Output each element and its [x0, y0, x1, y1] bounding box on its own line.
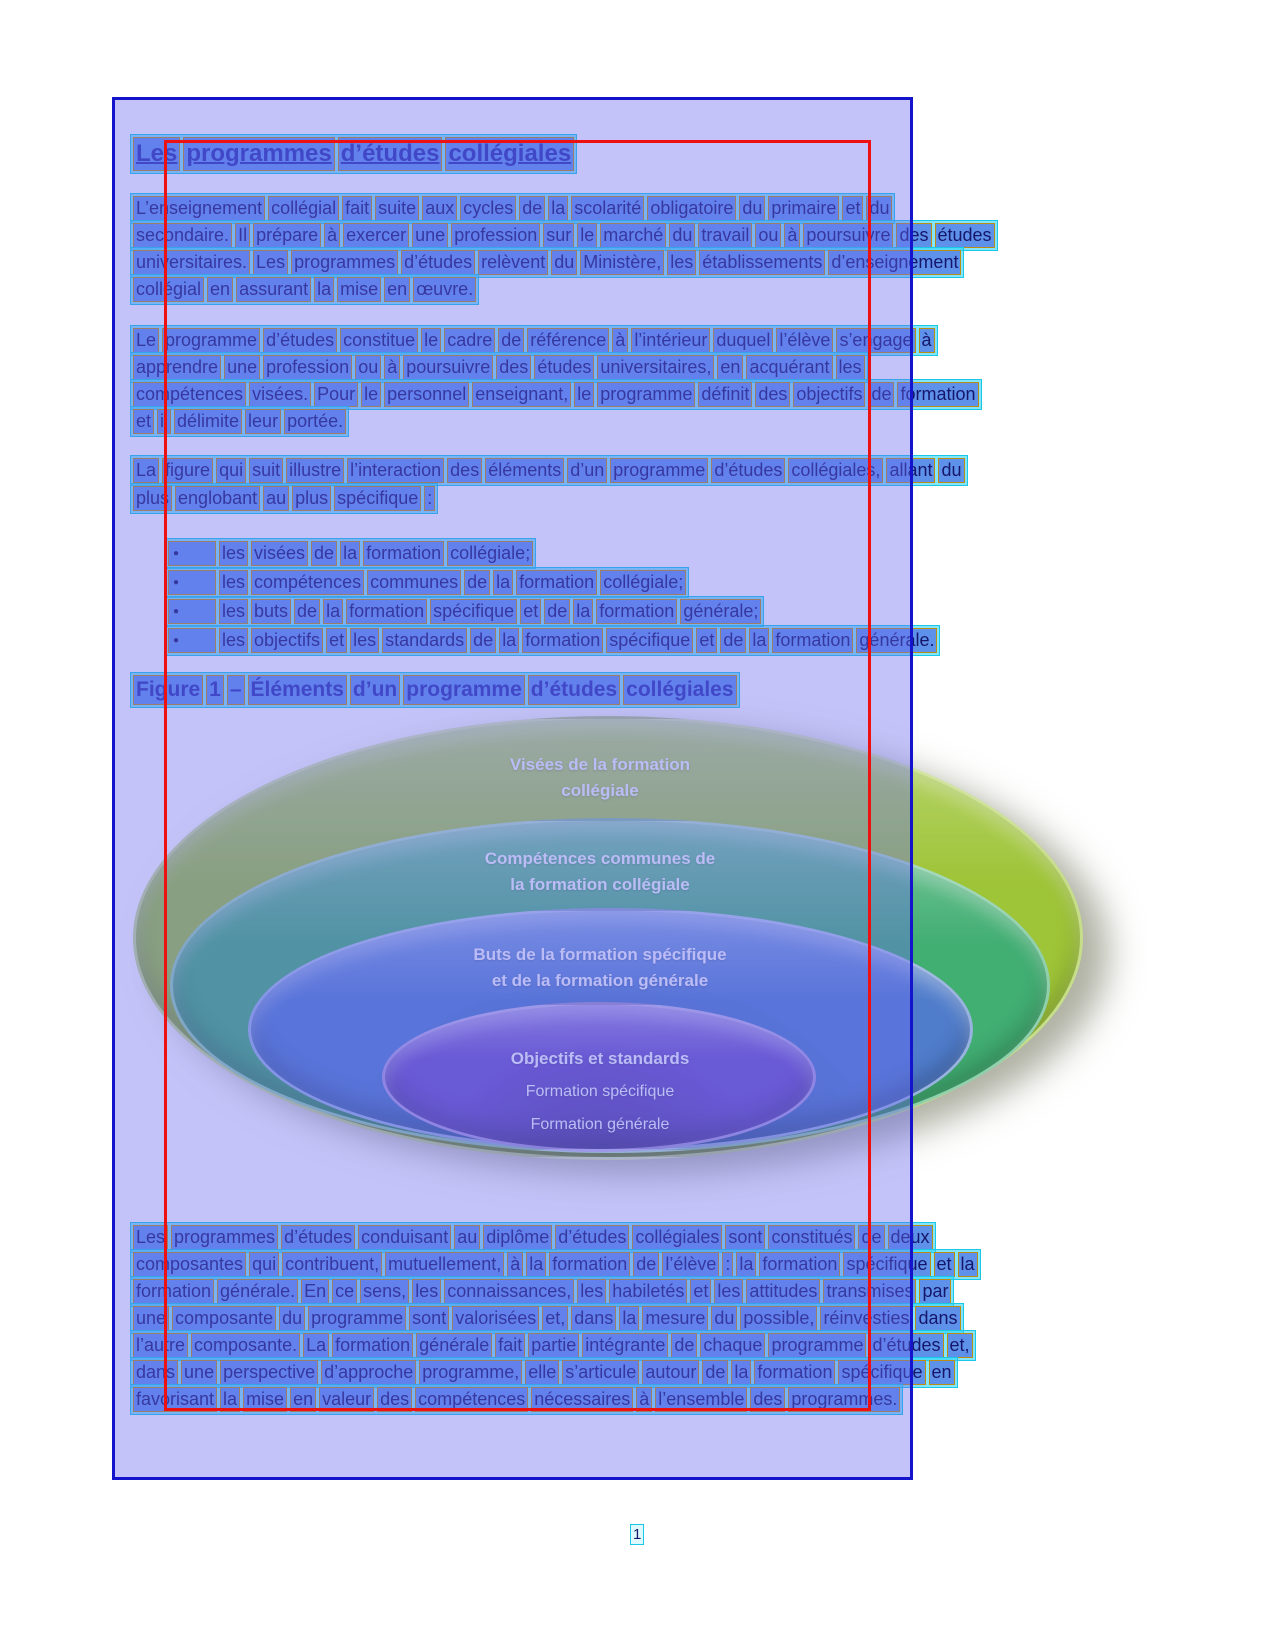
word-box: figure [162, 458, 213, 483]
word-box: sont [409, 1306, 449, 1331]
word-box: la [493, 570, 513, 595]
word-box: ou [355, 355, 381, 380]
word-box: portée. [284, 409, 346, 434]
word-box: contribuent, [282, 1252, 382, 1277]
word-box: d’études [401, 250, 475, 275]
word-box: visées. [249, 382, 311, 407]
word-box: générale [416, 1333, 492, 1358]
word-box: suit [249, 458, 283, 483]
body-line [130, 455, 968, 486]
word-box: s’engage [836, 328, 915, 353]
word-box: deux [888, 1225, 933, 1250]
word-box: l’élève [776, 328, 833, 353]
word-box: programme [610, 458, 708, 483]
word-box: programme [308, 1306, 406, 1331]
word-box: formation [897, 382, 978, 407]
word-box: éléments [485, 458, 564, 483]
word-box: collégial [268, 196, 339, 221]
word-box: obligatoire [647, 196, 736, 221]
word-box: Les [133, 1225, 168, 1250]
word-box: l’ensemble [655, 1387, 747, 1412]
page-number: 1 [630, 1524, 644, 1545]
word-box: fait [342, 196, 372, 221]
word-box: communes [367, 570, 461, 595]
word-box: compétences [415, 1387, 528, 1412]
word-box: les [219, 628, 248, 653]
word-box: à [919, 328, 935, 353]
word-box: constitués [768, 1225, 855, 1250]
word-box: la [220, 1387, 240, 1412]
word-box: des [377, 1387, 412, 1412]
word-box: de [294, 599, 320, 624]
word-box: spécifique [843, 1252, 930, 1277]
word-box: les [219, 599, 248, 624]
figure-nested-ellipses [133, 716, 1083, 1164]
figure-sublabel-line: Formation générale [530, 1116, 670, 1133]
word-box: de [544, 599, 570, 624]
word-box: d’enseignement [828, 250, 961, 275]
word-box: de [311, 541, 337, 566]
word-box: générale; [680, 599, 761, 624]
word-box: la [314, 277, 334, 302]
figure-label-line: Visées de la formation [509, 755, 691, 774]
word-box: profession [263, 355, 352, 380]
word-box: profession [451, 223, 540, 248]
figure-label-competences [400, 846, 800, 898]
word-box: intégrante [582, 1333, 668, 1358]
body-line [130, 483, 438, 514]
word-box: connaissances, [444, 1279, 574, 1304]
bullet-line [165, 567, 689, 598]
word-box: Les [133, 137, 180, 171]
word-box: Les [253, 250, 288, 275]
word-box: objectifs [793, 382, 865, 407]
figure-label-line: Compétences communes de [484, 849, 716, 868]
word-box: l’élève [662, 1252, 719, 1277]
word-box: illustre [286, 458, 344, 483]
word-box: habiletés [609, 1279, 687, 1304]
word-box: les [219, 570, 248, 595]
bullet-line [165, 596, 764, 627]
word-box: programme [768, 1333, 866, 1358]
word-box: sur [543, 223, 574, 248]
word-box: visées [251, 541, 308, 566]
word-box: programmes [291, 250, 398, 275]
figure-label-line: collégiale [561, 781, 639, 800]
word-box: les [219, 541, 248, 566]
word-box: enseignant, [472, 382, 571, 407]
word-box: dans [133, 1360, 178, 1385]
word-box: partie [528, 1333, 579, 1358]
body-line [130, 274, 479, 305]
word-box: du [551, 250, 577, 275]
word-box: scolarité [571, 196, 644, 221]
word-box: en [929, 1360, 955, 1385]
word-box: la [573, 599, 593, 624]
word-box: et [520, 599, 541, 624]
word-box: transmises [823, 1279, 916, 1304]
word-box: englobant [175, 486, 260, 511]
word-box: des [750, 1387, 785, 1412]
word-box: et [690, 1279, 711, 1304]
word-box: formation [549, 1252, 630, 1277]
figure-sublabel-line: Formation spécifique [525, 1083, 675, 1100]
word-box: mesure [642, 1306, 708, 1331]
word-box: Ministère, [580, 250, 664, 275]
body-line [130, 406, 349, 437]
word-box: et [326, 628, 347, 653]
bullet-line [165, 625, 940, 656]
word-box: et [934, 1252, 955, 1277]
word-box: : [722, 1252, 733, 1277]
figure-label-line: et de la formation générale [491, 971, 709, 990]
word-box: l’interaction [347, 458, 444, 483]
word-box: dans [915, 1306, 960, 1331]
word-box: à [636, 1387, 652, 1412]
word-box: du [866, 196, 892, 221]
word-box: de [858, 1225, 884, 1250]
word-box: personnel [384, 382, 469, 407]
word-box: attitudes [746, 1279, 820, 1304]
word-box: les [714, 1279, 743, 1304]
heading-line [130, 672, 740, 708]
word-box: universitaires. [133, 250, 250, 275]
word-box: prépare [253, 223, 321, 248]
word-box: la [499, 628, 519, 653]
word-box: acquérant [746, 355, 832, 380]
word-box: à [384, 355, 400, 380]
word-box: formation [772, 628, 853, 653]
word-box: perspective [220, 1360, 318, 1385]
word-box: en [207, 277, 233, 302]
word-box: études [935, 223, 995, 248]
word-box: d’études [263, 328, 337, 353]
word-box: du [669, 223, 695, 248]
word-box: formation [133, 1279, 214, 1304]
word-box: d’études [281, 1225, 355, 1250]
word-box: mise [337, 277, 381, 302]
word-box: le [577, 223, 597, 248]
word-box: La [133, 458, 159, 483]
word-box: générale. [856, 628, 937, 653]
word-box: programmes [171, 1225, 278, 1250]
word-box: du [279, 1306, 305, 1331]
word-box: du [711, 1306, 737, 1331]
word-box: allant [886, 458, 935, 483]
word-box: composante. [191, 1333, 300, 1358]
word-box: du [938, 458, 964, 483]
word-box: des [896, 223, 931, 248]
word-box: conduisant [358, 1225, 451, 1250]
word-box: de [702, 1360, 728, 1385]
word-box: : [424, 486, 435, 511]
word-box: la [731, 1360, 751, 1385]
word-box: et [696, 628, 717, 653]
word-box: au [263, 486, 289, 511]
word-box: programme, [419, 1360, 522, 1385]
word-box: spécifique [430, 599, 517, 624]
word-box: des [496, 355, 531, 380]
word-box: et, [542, 1306, 568, 1331]
word-box: en [290, 1387, 316, 1412]
word-box: fait [495, 1333, 525, 1358]
word-box: la [340, 541, 360, 566]
word-box: les [350, 628, 379, 653]
word-box: une [181, 1360, 217, 1385]
word-box: Le [133, 328, 159, 353]
word-box: et [842, 196, 863, 221]
title-line [130, 134, 577, 174]
word-box: par [919, 1279, 951, 1304]
word-box: programme [403, 675, 525, 705]
word-box: en [384, 277, 410, 302]
word-box: et, [947, 1333, 973, 1358]
word-box: buts [251, 599, 291, 624]
word-box: secondaire. [133, 223, 232, 248]
word-box: constitue [340, 328, 418, 353]
word-box: qui [249, 1252, 279, 1277]
word-box: collégiales [445, 137, 574, 171]
word-box: le [574, 382, 594, 407]
word-box: compétences [251, 570, 364, 595]
word-box: Il [235, 223, 250, 248]
word-box: de [519, 196, 545, 221]
word-box: ce [332, 1279, 357, 1304]
word-box: collégiales, [788, 458, 883, 483]
word-box: la [323, 599, 343, 624]
word-box: au [454, 1225, 480, 1250]
word-box: programme [597, 382, 695, 407]
word-box: – [227, 675, 245, 705]
word-box: à [324, 223, 340, 248]
word-box: apprendre [133, 355, 221, 380]
word-box: l’intérieur [631, 328, 710, 353]
word-box: définit [698, 382, 752, 407]
word-box: mise [243, 1387, 287, 1412]
word-box: une [412, 223, 448, 248]
word-box: établissements [699, 250, 825, 275]
bullet-marker: ● [168, 541, 216, 566]
word-box: la [548, 196, 568, 221]
word-box: favorisant [133, 1387, 217, 1412]
word-box: d’études [528, 675, 620, 705]
word-box: chaque [700, 1333, 765, 1358]
word-box: les [577, 1279, 606, 1304]
word-box: spécifique [838, 1360, 925, 1385]
word-box: valorisées [452, 1306, 539, 1331]
word-box: autour [642, 1360, 699, 1385]
word-box: formation [522, 628, 603, 653]
word-box: la [526, 1252, 546, 1277]
word-box: assurant [236, 277, 311, 302]
word-box: ou [755, 223, 781, 248]
word-box: d’études [555, 1225, 629, 1250]
word-box: poursuivre [803, 223, 893, 248]
word-box: à [784, 223, 800, 248]
word-box: 1 [206, 675, 224, 705]
word-box: collégial [133, 277, 204, 302]
word-box: de [868, 382, 894, 407]
word-box: spécifique [334, 486, 421, 511]
word-box: aux [422, 196, 457, 221]
word-box: et [133, 409, 154, 434]
word-box: Pour [314, 382, 358, 407]
word-box: Figure [133, 675, 203, 705]
word-box: Éléments [248, 675, 347, 705]
word-box: plus [133, 486, 172, 511]
word-box: il [157, 409, 171, 434]
word-box: sont [725, 1225, 765, 1250]
word-box: la [958, 1252, 978, 1277]
word-box: les [836, 355, 865, 380]
word-box: En [301, 1279, 329, 1304]
word-box: formation [363, 541, 444, 566]
word-box: qui [216, 458, 246, 483]
word-box: d’études [338, 137, 443, 171]
figure-label-line: Buts de la formation spécifique [473, 945, 727, 964]
word-box: le [421, 328, 441, 353]
bullet-marker: ● [168, 599, 216, 624]
figure-label-buts [400, 942, 800, 994]
word-box: poursuivre [403, 355, 493, 380]
word-box: programmes. [788, 1387, 900, 1412]
word-box: de [720, 628, 746, 653]
word-box: des [755, 382, 790, 407]
word-box: elle [525, 1360, 559, 1385]
word-box: nécessaires [531, 1387, 633, 1412]
word-box: programmes [183, 137, 334, 171]
word-box: générale. [217, 1279, 298, 1304]
word-box: travail [698, 223, 752, 248]
bullet-marker: ● [168, 628, 216, 653]
word-box: réinvesties [820, 1306, 912, 1331]
word-box: d’approche [321, 1360, 416, 1385]
word-box: cycles [460, 196, 516, 221]
word-box: collégiales [623, 675, 736, 705]
word-box: du [739, 196, 765, 221]
word-box: s’articule [562, 1360, 639, 1385]
word-box: primaire [768, 196, 839, 221]
word-box: universitaires, [597, 355, 714, 380]
word-box: d’un [567, 458, 607, 483]
word-box: collégiales [632, 1225, 722, 1250]
word-box: en [717, 355, 743, 380]
word-box: de [464, 570, 490, 595]
word-box: plus [292, 486, 331, 511]
word-box: à [507, 1252, 523, 1277]
word-box: exercer [343, 223, 409, 248]
word-box: composantes [133, 1252, 246, 1277]
word-box: formation [516, 570, 597, 595]
word-box: formation [332, 1333, 413, 1358]
figure-label-line: la formation collégiale [510, 875, 690, 894]
word-box: études [534, 355, 594, 380]
word-box: programme [162, 328, 260, 353]
word-box: relèvent [478, 250, 548, 275]
word-box: de [498, 328, 524, 353]
word-box: dans [571, 1306, 616, 1331]
word-box: L’enseignement [133, 196, 265, 221]
word-box: collégiale; [447, 541, 533, 566]
figure-label-line: Objectifs et standards [510, 1049, 690, 1068]
page-number-line [630, 1524, 644, 1545]
word-box: suite [375, 196, 419, 221]
word-box: cadre [444, 328, 495, 353]
word-box: la [736, 1252, 756, 1277]
word-box: formation [759, 1252, 840, 1277]
word-box: collégiale; [600, 570, 686, 595]
word-box: compétences [133, 382, 246, 407]
word-box: valeur [319, 1387, 374, 1412]
figure-label-visees [400, 752, 800, 804]
word-box: l’autre [133, 1333, 188, 1358]
word-box: de [470, 628, 496, 653]
figure-label-objectifs [400, 1046, 800, 1138]
body-line [130, 1384, 903, 1415]
word-box: possible, [740, 1306, 817, 1331]
word-box: formation [596, 599, 677, 624]
word-box: La [303, 1333, 329, 1358]
word-box: le [361, 382, 381, 407]
word-box: de [671, 1333, 697, 1358]
word-box: la [749, 628, 769, 653]
word-box: sens, [360, 1279, 409, 1304]
word-box: à [612, 328, 628, 353]
word-box: de [633, 1252, 659, 1277]
word-box: œuvre. [413, 277, 476, 302]
word-box: formation [346, 599, 427, 624]
word-box: formation [754, 1360, 835, 1385]
word-box: duquel [713, 328, 773, 353]
word-box: standards [382, 628, 467, 653]
bullet-marker: ● [168, 570, 216, 595]
word-box: les [412, 1279, 441, 1304]
word-box: une [133, 1306, 169, 1331]
word-box: spécifique [606, 628, 693, 653]
word-box: les [667, 250, 696, 275]
word-box: la [619, 1306, 639, 1331]
word-box: d’études [869, 1333, 943, 1358]
word-box: marché [600, 223, 666, 248]
word-box: une [224, 355, 260, 380]
word-box: leur [245, 409, 281, 434]
word-box: d’un [350, 675, 400, 705]
word-box: objectifs [251, 628, 323, 653]
bullet-line [165, 538, 536, 569]
word-box: d’études [711, 458, 785, 483]
word-box: mutuellement, [385, 1252, 504, 1277]
word-box: composante [172, 1306, 276, 1331]
word-box: diplôme [483, 1225, 552, 1250]
word-box: des [447, 458, 482, 483]
word-box: référence [527, 328, 609, 353]
word-box: délimite [174, 409, 242, 434]
